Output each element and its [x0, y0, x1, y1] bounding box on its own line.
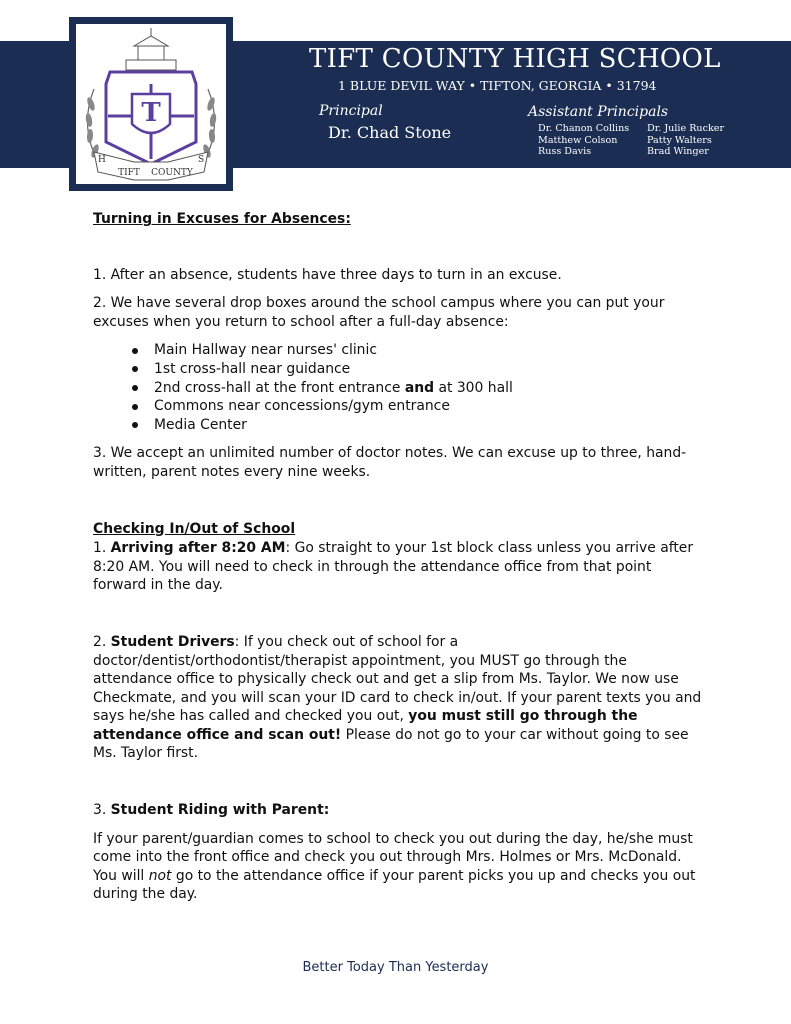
item-title: Student Drivers — [110, 633, 235, 650]
assistant-principal-name: Dr. Chanon Collins — [538, 123, 630, 134]
assistant-principals-label: Assistant Principals — [528, 104, 669, 120]
list-item: Commons near concessions/gym entrance — [93, 397, 705, 416]
checking-item-2 — [93, 633, 705, 763]
list-item: Media Center — [93, 416, 705, 435]
school-crest — [76, 24, 226, 184]
crest-ribbon-left: TIFT — [118, 168, 140, 178]
list-item-text: at 300 hall — [434, 379, 513, 396]
assistant-principal-name: Matthew Colson — [538, 134, 618, 146]
document-body — [93, 210, 705, 904]
crest-center-letter: T — [141, 98, 161, 128]
excuses-heading: Turning in Excuses for Absences: — [93, 211, 351, 227]
assistant-principal-name: Russ Davis — [538, 146, 592, 157]
excuses-item-1: 1. After an absence, students have three days to turn in an excuse. — [93, 266, 562, 283]
school-address: 1 BLUE DEVIL WAY • TIFTON, GEORGIA • 31794 — [338, 78, 657, 93]
item-emphasis: not — [148, 867, 172, 884]
item-text: : If you check out of school for a doctor/dentist/orthodontist/therapist appointment, you MUST go through the attendance office to physically check out and get a slip from Ms. Taylor. We now use Checkmate, and you will scan your ID card to check in/out. If your parent texts you and says he/she has called and checked you out, — [93, 633, 702, 725]
checking-item-3-title — [93, 801, 705, 820]
item-text: Please do not go to your car without going to see Ms. Taylor first. — [93, 726, 689, 762]
crest-letter-left: H — [98, 155, 106, 165]
list-item-text: 2nd cross-hall at the front entrance — [154, 379, 405, 396]
item-text: go to the attendance office if your parent picks you up and checks you out during the day. — [93, 867, 696, 903]
school-name: TIFT COUNTY HIGH SCHOOL — [309, 44, 721, 74]
drop-box-list — [93, 341, 705, 434]
item-title: Student Riding with Parent: — [110, 802, 330, 819]
principal-label: Principal — [319, 103, 383, 119]
excuses-item-3: 3. We accept an unlimited number of doctor notes. We can excuse up to three, hand-written, parent notes every nine weeks. — [93, 445, 687, 480]
footer-motto: Better Today Than Yesterday — [302, 960, 489, 975]
assistant-principal-name: Dr. Julie Rucker — [647, 123, 725, 134]
item-text: If your parent/guardian comes to school to check you out during the day, he/she must come into the front office and check you out through Mrs. Holmes or Mrs. McDonald. You will — [93, 830, 693, 884]
item-number: 2. — [93, 633, 111, 650]
item-emphasis: you must still go through the attendance office and scan out! — [93, 708, 638, 743]
list-item-emphasis: and — [404, 379, 435, 396]
checking-item-1 — [93, 539, 705, 595]
list-item: Main Hallway near nurses' clinic — [93, 341, 705, 360]
list-item: 1st cross-hall near guidance — [93, 360, 705, 379]
school-crest-frame — [69, 17, 233, 191]
item-text: : Go straight to your 1st block class unless you arrive after 8:20 AM. You will need to check in through the attendance office from that point forward in the day. — [93, 540, 694, 594]
crest-icon — [76, 24, 226, 184]
checking-heading: Checking In/Out of School — [93, 520, 296, 537]
assistant-principals-column-1 — [538, 123, 629, 158]
list-item — [93, 379, 705, 398]
crest-ribbon-right: COUNTY — [151, 168, 193, 178]
assistant-principals-column-2 — [647, 123, 724, 158]
assistant-principal-name: Brad Winger — [647, 146, 709, 157]
excuses-item-2: 2. We have several drop boxes around the school campus where you can put your excuses when you return to school after a full-day absence: — [93, 295, 665, 330]
item-number: 1. — [93, 540, 111, 557]
item-title: Arriving after 8:20 AM — [110, 540, 286, 557]
item-number: 3. — [93, 802, 111, 819]
principal-name: Dr. Chad Stone — [328, 123, 452, 142]
assistant-principal-name: Patty Walters — [647, 134, 712, 146]
checking-item-3-body — [93, 830, 705, 904]
crest-letter-right: S — [198, 155, 205, 165]
